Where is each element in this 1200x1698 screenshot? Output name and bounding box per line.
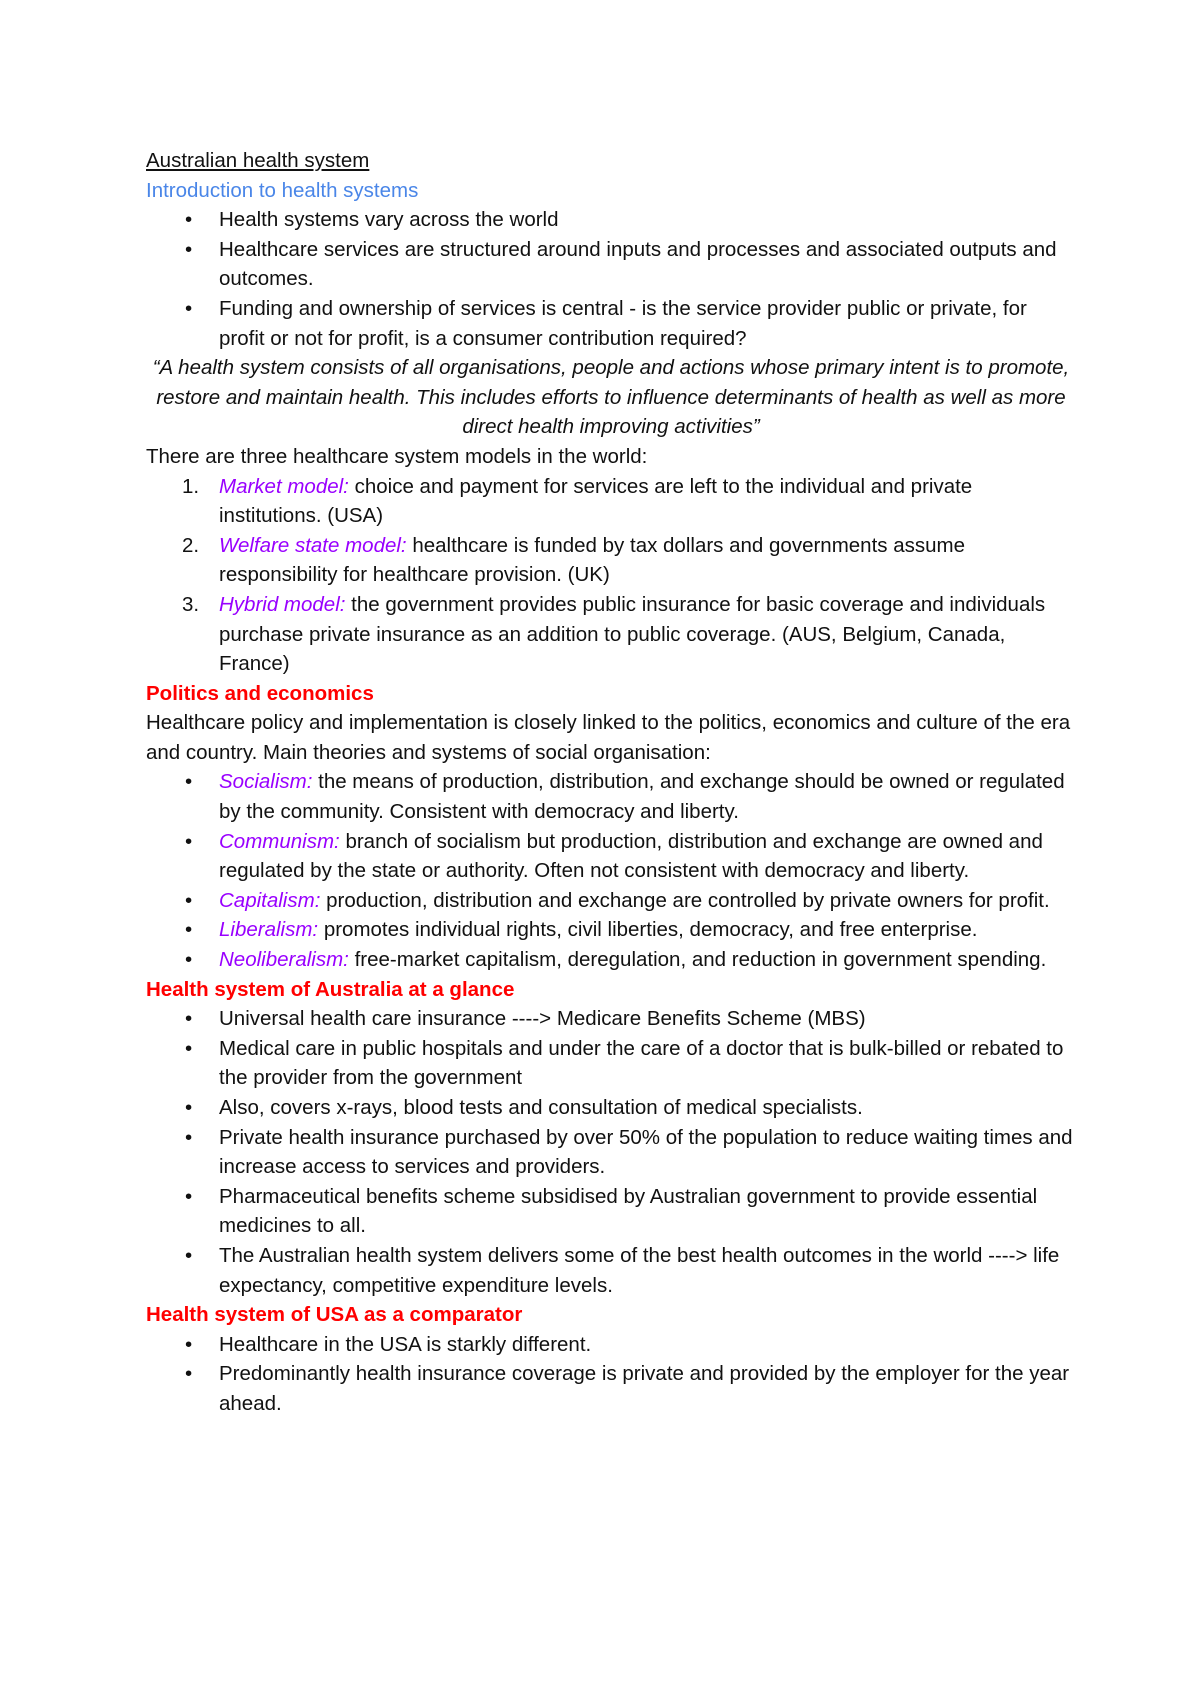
list-item: • Socialism: the means of production, distribution, and exchange should be owned or regulated by the community. Consistent with democracy and liberty. — [146, 767, 1076, 826]
list-item: • Health systems vary across the world — [146, 205, 1076, 235]
who-definition-quote: “A health system consists of all organisations, people and actions whose primary intent is to promote, restore and maintain health. This includes efforts to influence determinants of health as well as more direct health improving activities” — [152, 356, 1070, 439]
bullet-icon: • — [185, 770, 193, 794]
politics-paragraph: Healthcare policy and implementation is closely linked to the politics, economics and culture of the era and country. Main theories and systems of social organisation: — [146, 711, 1071, 764]
bullet-icon: • — [185, 1332, 193, 1356]
list-item: • The Australian health system delivers some of the best health outcomes in the world ----> life expectancy, competitive expenditure levels. — [146, 1241, 1076, 1300]
bullet-icon: • — [185, 888, 193, 912]
list-item: • Healthcare in the USA is starkly different. — [146, 1330, 1076, 1360]
list-item: • Also, covers x-rays, blood tests and consultation of medical specialists. — [146, 1093, 1076, 1123]
intro-bullet-list — [146, 205, 1076, 353]
bullet-icon: • — [185, 1362, 193, 1386]
bullet-icon: • — [185, 829, 193, 853]
section-heading-usa: Health system of USA as a comparator — [146, 1303, 523, 1327]
bullet-icon: • — [185, 237, 193, 261]
model-term: Hybrid model: — [219, 592, 346, 616]
list-number: 3. — [182, 592, 200, 616]
list-item: • Funding and ownership of services is central - is the service provider public or private, for profit or not for profit, is a consumer contribution required? — [146, 294, 1076, 353]
theory-term: Socialism: — [219, 770, 313, 794]
bullet-icon: • — [185, 1007, 193, 1031]
section-heading-introduction: Introduction to health systems — [146, 178, 419, 202]
list-item: • Medical care in public hospitals and under the care of a doctor that is bulk-billed or rebated to the provider from the government — [146, 1034, 1076, 1093]
politics-bullet-list — [146, 767, 1076, 974]
model-term: Welfare state model: — [219, 533, 407, 557]
bullet-icon: • — [185, 1184, 193, 1208]
bullet-icon: • — [185, 918, 193, 942]
usa-bullet-list — [146, 1330, 1076, 1419]
document-title: Australian health system — [146, 149, 370, 172]
bullet-icon: • — [185, 1096, 193, 1119]
bullet-icon: • — [185, 296, 193, 320]
list-item: • Pharmaceutical benefits scheme subsidised by Australian government to provide essential medicines to all. — [146, 1182, 1076, 1241]
bullet-icon: • — [185, 208, 193, 232]
list-item: 2. Welfare state model: healthcare is funded by tax dollars and governments assume responsibility for healthcare provision. (UK) — [146, 531, 1076, 590]
models-numbered-list — [146, 472, 1076, 679]
list-item: • Private health insurance purchased by over 50% of the population to reduce waiting times and increase access to services and providers. — [146, 1123, 1076, 1182]
section-heading-australia: Health system of Australia at a glance — [146, 977, 515, 1001]
list-item: 3. Hybrid model: the government provides public insurance for basic coverage and individuals purchase private insurance as an addition to public coverage. (AUS, Belgium, Canada, France) — [146, 590, 1076, 679]
section-heading-politics: Politics and economics — [146, 681, 374, 705]
list-item: • Liberalism: promotes individual rights, civil liberties, democracy, and free enterprise. — [146, 915, 1076, 945]
list-item: 1. Market model: choice and payment for services are left to the individual and private institutions. (USA) — [146, 472, 1076, 531]
list-item: • Predominantly health insurance coverage is private and provided by the employer for the year ahead. — [146, 1359, 1076, 1418]
list-item: • Healthcare services are structured around inputs and processes and associated outputs and outcomes. — [146, 235, 1076, 294]
bullet-icon: • — [185, 1243, 193, 1267]
list-item: • Communism: branch of socialism but production, distribution and exchange are owned and regulated by the state or authority. Often not consistent with democracy and liberty. — [146, 827, 1076, 886]
theory-term: Capitalism: — [219, 888, 321, 912]
document-page — [146, 146, 1076, 1419]
models-intro-text: There are three healthcare system models in the world: — [146, 444, 648, 468]
theory-term: Communism: — [219, 829, 340, 853]
australia-bullet-list — [146, 1004, 1076, 1300]
model-term: Market model: — [219, 474, 349, 498]
list-number: 2. — [182, 533, 200, 557]
bullet-icon: • — [185, 948, 193, 972]
theory-term: Neoliberalism: — [219, 948, 349, 972]
bullet-icon: • — [185, 1036, 193, 1060]
bullet-icon: • — [185, 1125, 193, 1149]
list-item: • Neoliberalism: free-market capitalism, deregulation, and reduction in government spending. — [146, 945, 1076, 975]
list-item: • Universal health care insurance ----> Medicare Benefits Scheme (MBS) — [146, 1004, 1076, 1034]
list-item: • Capitalism: production, distribution and exchange are controlled by private owners for profit. — [146, 886, 1076, 916]
theory-term: Liberalism: — [219, 918, 319, 942]
list-number: 1. — [182, 474, 200, 498]
